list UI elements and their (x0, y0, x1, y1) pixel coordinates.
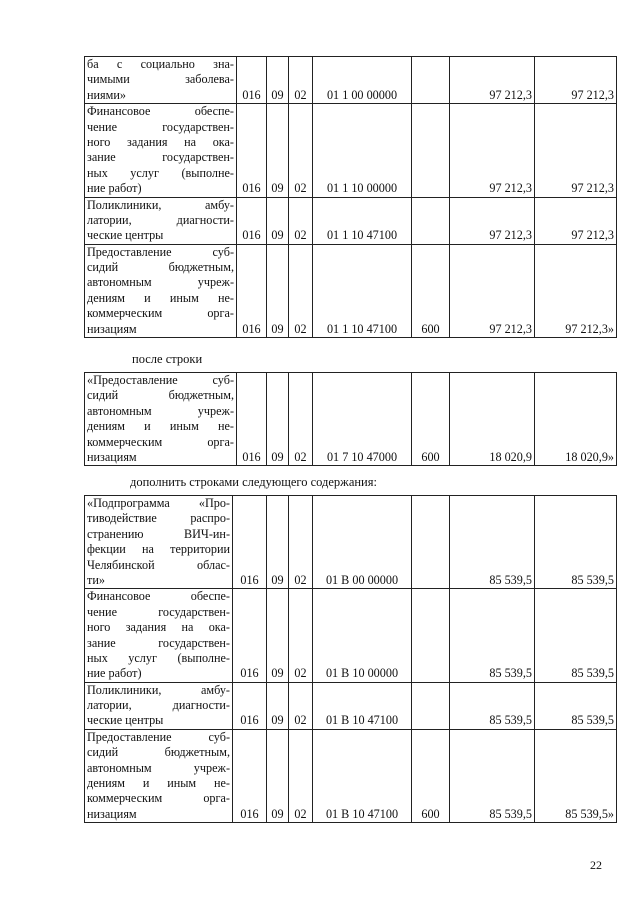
subsection-code-value: 02 (294, 181, 307, 196)
row-name-line: Челябинской облас- (87, 557, 230, 572)
section-code-value: 09 (271, 572, 284, 587)
row-name-cell (85, 104, 237, 197)
subsection-code-value: 02 (294, 666, 307, 681)
subsection-code-cell (289, 197, 313, 244)
row-name-line: дениям и иным не- (87, 419, 234, 434)
row-name-line: ниями» (87, 87, 126, 102)
row-name-line: ние работ) (87, 181, 142, 196)
expense-type-value (414, 88, 447, 103)
target-code-value: 01 В 10 47100 (325, 806, 399, 821)
subsection-code-value: 02 (294, 321, 307, 336)
amount-year1-value: 85 539,5 (489, 806, 532, 821)
target-code-value: 01 1 00 00000 (326, 87, 398, 102)
ministry-code-value: 016 (240, 806, 259, 821)
expense-type-value: 600 (421, 449, 440, 464)
target-code-cell (313, 589, 412, 682)
amount-year1-cell (450, 104, 535, 197)
expense-type-cell (412, 729, 450, 822)
amount-year2-value: 85 539,5 (571, 713, 614, 728)
row-name-line: низациям (87, 449, 137, 464)
section-code-value: 09 (271, 228, 284, 243)
row-name-line: коммерческим орга- (87, 306, 234, 321)
ministry-code-cell (237, 104, 267, 197)
amount-year2-cell (535, 373, 617, 466)
row-name-line: автономным учреж- (87, 403, 234, 418)
row-name-line: ного задания на ока- (87, 620, 230, 635)
row-name-line: дениям и иным не- (87, 776, 230, 791)
amount-year1-cell (450, 682, 535, 729)
row-name-line: коммерческим орга- (87, 434, 234, 449)
target-code-value: 01 1 10 47100 (326, 228, 398, 243)
target-code-cell (313, 104, 412, 197)
expense-type-cell (412, 373, 450, 466)
amount-year2-cell (535, 589, 617, 682)
row-name-line: ние работ) (87, 666, 142, 681)
target-code-cell (313, 682, 412, 729)
section-code-cell (267, 57, 289, 104)
table-row (85, 682, 617, 729)
subsection-code-cell (289, 729, 313, 822)
expense-type-cell (412, 104, 450, 197)
ministry-code-value: 016 (242, 87, 261, 102)
amount-year1-cell (450, 589, 535, 682)
amount-year2-cell (535, 244, 617, 337)
row-name-line: сидий бюджетным, (87, 260, 234, 275)
amount-year1-value: 85 539,5 (489, 572, 532, 587)
amount-year2-value: 97 212,3 (571, 87, 614, 102)
row-name-line: ческие центры (87, 713, 164, 728)
amount-year1-cell (450, 496, 535, 589)
table-2-body (85, 373, 617, 466)
amount-year1-value: 97 212,3 (489, 181, 532, 196)
row-name-line: фекции на территории (87, 542, 230, 557)
row-name-line: чимыми заболева- (87, 72, 234, 87)
row-name-line: Предоставление суб- (87, 729, 230, 744)
amount-year1-cell (450, 244, 535, 337)
ministry-code-value: 016 (240, 713, 259, 728)
subsection-code-cell (289, 244, 313, 337)
ministry-code-cell (237, 197, 267, 244)
amount-year2-cell (535, 104, 617, 197)
amount-year2-cell (535, 496, 617, 589)
section-code-value: 09 (271, 87, 284, 102)
section-code-value: 09 (271, 321, 284, 336)
row-name-line: чение государствен- (87, 604, 230, 619)
amount-year1-cell (450, 729, 535, 822)
amount-year2-value: 85 539,5 (571, 572, 614, 587)
amount-year1-value: 97 212,3 (489, 87, 532, 102)
ministry-code-cell (237, 373, 267, 466)
subsection-code-cell (289, 589, 313, 682)
expense-type-value: 600 (421, 806, 440, 821)
section-code-value: 09 (271, 806, 284, 821)
table-3-body (85, 496, 617, 823)
expense-type-cell (412, 589, 450, 682)
section-code-cell (267, 729, 289, 822)
target-code-cell (313, 57, 412, 104)
target-code-value: 01 7 10 47000 (326, 449, 398, 464)
expense-type-value (414, 181, 447, 196)
table-row (85, 729, 617, 822)
after-row-text: после строки (132, 352, 203, 366)
amount-year2-value: 85 539,5 (571, 666, 614, 681)
target-code-value: 01 В 10 47100 (325, 713, 399, 728)
section-code-cell (267, 373, 289, 466)
ministry-code-value: 016 (242, 321, 261, 336)
expense-type-cell (412, 244, 450, 337)
row-name-cell (85, 682, 233, 729)
row-name-line: латории, диагности- (87, 698, 230, 713)
section-code-cell (267, 104, 289, 197)
section-code-cell (267, 589, 289, 682)
amount-year2-cell (535, 682, 617, 729)
row-name-line: коммерческим орга- (87, 791, 230, 806)
expense-type-value (414, 228, 447, 243)
row-name-line: странению ВИЧ-ин- (87, 526, 230, 541)
amount-year1-value: 85 539,5 (489, 713, 532, 728)
amount-year1-value: 18 020,9 (489, 449, 532, 464)
subsection-code-value: 02 (294, 806, 307, 821)
amount-year2-value: 18 020,9» (565, 449, 614, 464)
budget-table-1 (84, 56, 617, 338)
row-name-line: Предоставление суб- (87, 244, 234, 259)
row-name-cell (85, 729, 233, 822)
ministry-code-cell (237, 244, 267, 337)
ministry-code-cell (233, 589, 267, 682)
section-code-cell (267, 682, 289, 729)
target-code-value: 01 1 10 00000 (326, 181, 398, 196)
ministry-code-cell (233, 729, 267, 822)
row-name-cell (85, 197, 237, 244)
row-name-line: сидий бюджетным, (87, 388, 234, 403)
amount-year1-value: 85 539,5 (489, 666, 532, 681)
subsection-code-cell (289, 373, 313, 466)
page-number: 22 (590, 858, 602, 872)
section-code-value: 09 (271, 181, 284, 196)
row-name-cell (85, 589, 233, 682)
row-name-line: ных услуг (выполне- (87, 165, 234, 180)
section-code-cell (267, 197, 289, 244)
subsection-code-cell (289, 496, 313, 589)
ministry-code-cell (233, 682, 267, 729)
target-code-value: 01 В 00 00000 (325, 572, 399, 587)
subsection-code-cell (289, 682, 313, 729)
row-name-line: автономным учреж- (87, 275, 234, 290)
subsection-code-value: 02 (294, 87, 307, 102)
expense-type-cell (412, 197, 450, 244)
amount-year1-cell (450, 373, 535, 466)
row-name-line: чение государствен- (87, 119, 234, 134)
section-code-value: 09 (271, 713, 284, 728)
table-row (85, 57, 617, 104)
subsection-code-value: 02 (294, 449, 307, 464)
target-code-cell (313, 729, 412, 822)
amount-year2-cell (535, 57, 617, 104)
table-row (85, 589, 617, 682)
subsection-code-cell (289, 104, 313, 197)
supplement-text: дополнить строками следующего содержания: (130, 475, 377, 489)
amount-year2-value: 97 212,3» (565, 321, 614, 336)
target-code-cell (313, 197, 412, 244)
amount-year2-cell (535, 729, 617, 822)
target-code-cell (313, 373, 412, 466)
subsection-code-value: 02 (294, 228, 307, 243)
row-name-line: ческие центры (87, 228, 164, 243)
amount-year1-value: 97 212,3 (489, 321, 532, 336)
amount-year1-value: 97 212,3 (489, 228, 532, 243)
row-name-line: автономным учреж- (87, 760, 230, 775)
budget-table-2 (84, 372, 617, 466)
ministry-code-value: 016 (240, 666, 259, 681)
target-code-cell (313, 496, 412, 589)
expense-type-value (414, 573, 447, 588)
expense-type-cell (412, 682, 450, 729)
row-name-cell (85, 57, 237, 104)
expense-type-cell (412, 496, 450, 589)
expense-type-value (414, 666, 447, 681)
row-name-line: сидий бюджетным, (87, 745, 230, 760)
row-name-line: Финансовое обеспе- (87, 589, 230, 604)
row-name-line: Финансовое обеспе- (87, 104, 234, 119)
row-name-line: «Подпрограмма «Про- (87, 496, 230, 510)
row-name-line: тиводействие распро- (87, 511, 230, 526)
expense-type-cell (412, 57, 450, 104)
row-name-line: ти» (87, 572, 105, 587)
row-name-line: ба с социально зна- (87, 57, 234, 71)
table-row (85, 104, 617, 197)
subsection-code-value: 02 (294, 572, 307, 587)
section-code-cell (267, 244, 289, 337)
section-code-value: 09 (271, 666, 284, 681)
section-code-value: 09 (271, 449, 284, 464)
row-name-line: латории, диагности- (87, 212, 234, 227)
row-name-cell (85, 244, 237, 337)
amount-year2-value: 85 539,5» (565, 806, 614, 821)
subsection-code-cell (289, 57, 313, 104)
amount-year1-cell (450, 197, 535, 244)
amount-year2-value: 97 212,3 (571, 181, 614, 196)
row-name-line: ного задания на ока- (87, 134, 234, 149)
ministry-code-cell (237, 57, 267, 104)
target-code-value: 01 В 10 00000 (325, 666, 399, 681)
row-name-cell (85, 373, 237, 466)
table-row (85, 496, 617, 589)
ministry-code-cell (233, 496, 267, 589)
ministry-code-value: 016 (242, 228, 261, 243)
row-name-line: низациям (87, 806, 137, 821)
table-row (85, 244, 617, 337)
ministry-code-value: 016 (240, 572, 259, 587)
row-name-line: зание государствен- (87, 150, 234, 165)
row-name-line: дениям и иным не- (87, 290, 234, 305)
target-code-value: 01 1 10 47100 (326, 321, 398, 336)
expense-type-value: 600 (421, 321, 440, 336)
row-name-line: зание государствен- (87, 635, 230, 650)
budget-table-3 (84, 495, 617, 823)
amount-year1-cell (450, 57, 535, 104)
section-code-cell (267, 496, 289, 589)
table-row (85, 373, 617, 466)
subsection-code-value: 02 (294, 713, 307, 728)
amount-year2-value: 97 212,3 (571, 228, 614, 243)
row-name-line: «Предоставление суб- (87, 373, 234, 387)
row-name-line: ных услуг (выполне- (87, 650, 230, 665)
expense-type-value (414, 713, 447, 728)
table-row (85, 197, 617, 244)
ministry-code-value: 016 (242, 181, 261, 196)
target-code-cell (313, 244, 412, 337)
row-name-line: низациям (87, 321, 137, 336)
row-name-line: Поликлиники, амбу- (87, 197, 234, 212)
row-name-cell (85, 496, 233, 589)
row-name-line: Поликлиники, амбу- (87, 682, 230, 697)
ministry-code-value: 016 (242, 449, 261, 464)
amount-year2-cell (535, 197, 617, 244)
table-1-body (85, 57, 617, 338)
